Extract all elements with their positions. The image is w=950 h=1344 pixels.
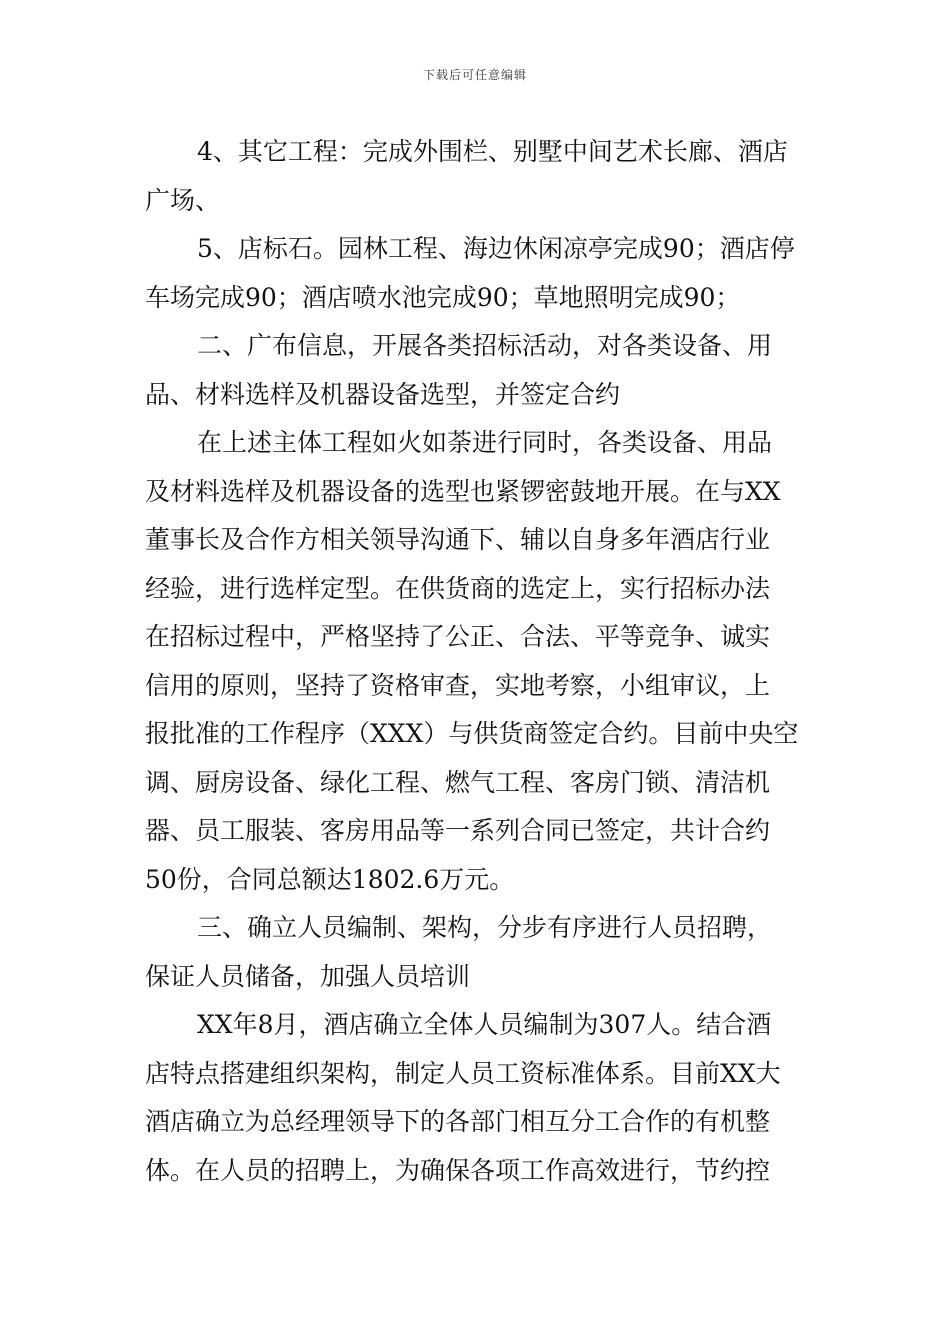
- text-line: 5、店标石。园林工程、海边休闲凉亭完成90；酒店停: [197, 234, 795, 263]
- section-heading-line: 品、材料选样及机器设备选型，并签定合约: [145, 379, 621, 409]
- text-line: 及材料选样及机器设备的选型也紧锣密鼓地开展。在与XX: [145, 476, 781, 506]
- text-line: 在招标过程中，严格坚持了公正、合法、平等竞争、诚实: [145, 622, 771, 651]
- text-line: 报批准的工作程序（XXX）与供货商签定合约。目前中央空: [145, 719, 799, 748]
- text-line: 体。在人员的招聘上，为确保各项工作高效进行，节约控: [145, 1155, 771, 1185]
- text-line: 器、员工服装、客房用品等一系列合同已签定，共计合约: [145, 816, 771, 845]
- section-heading-line: 二、广布信息，开展各类招标活动，对各类设备、用: [197, 331, 773, 360]
- document-body: [145, 128, 810, 1195]
- section-heading-line: 三、确立人员编制、架构，分步有序进行人员招聘，: [197, 913, 773, 942]
- text-line: 4、其它工程：完成外围栏、别墅中间艺术长廊、酒店: [197, 137, 788, 166]
- text-line: 在上述主体工程如火如荼进行同时，各类设备、用品: [197, 428, 773, 457]
- text-line: 50份，合同总额达1802.6万元。: [145, 864, 515, 894]
- text-line: 店特点搭建组织架构，制定人员工资标准体系。目前XX大: [145, 1058, 781, 1088]
- text-line: 酒店确立为总经理领导下的各部门相互分工合作的有机整: [145, 1107, 771, 1136]
- text-line: 调、厨房设备、绿化工程、燃气工程、客房门锁、清洁机: [145, 767, 771, 797]
- text-line: XX年8月，酒店确立全体人员编制为307人。结合酒: [197, 1010, 772, 1039]
- text-line: 经验，进行选样定型。在供货商的选定上，实行招标办法: [145, 573, 771, 603]
- section-heading-line: 保证人员储备，加强人员培训: [145, 961, 471, 991]
- text-line: 董事长及合作方相关领导沟通下、辅以自身多年酒店行业: [145, 525, 771, 554]
- text-line: 广场、: [145, 185, 221, 215]
- text-line: 信用的原则，坚持了资格审查，实地考察，小组审议，上: [145, 670, 771, 700]
- text-line: 车场完成90；酒店喷水池完成90；草地照明完成90；: [145, 282, 741, 312]
- page-header: 下载后可任意编辑: [422, 68, 527, 82]
